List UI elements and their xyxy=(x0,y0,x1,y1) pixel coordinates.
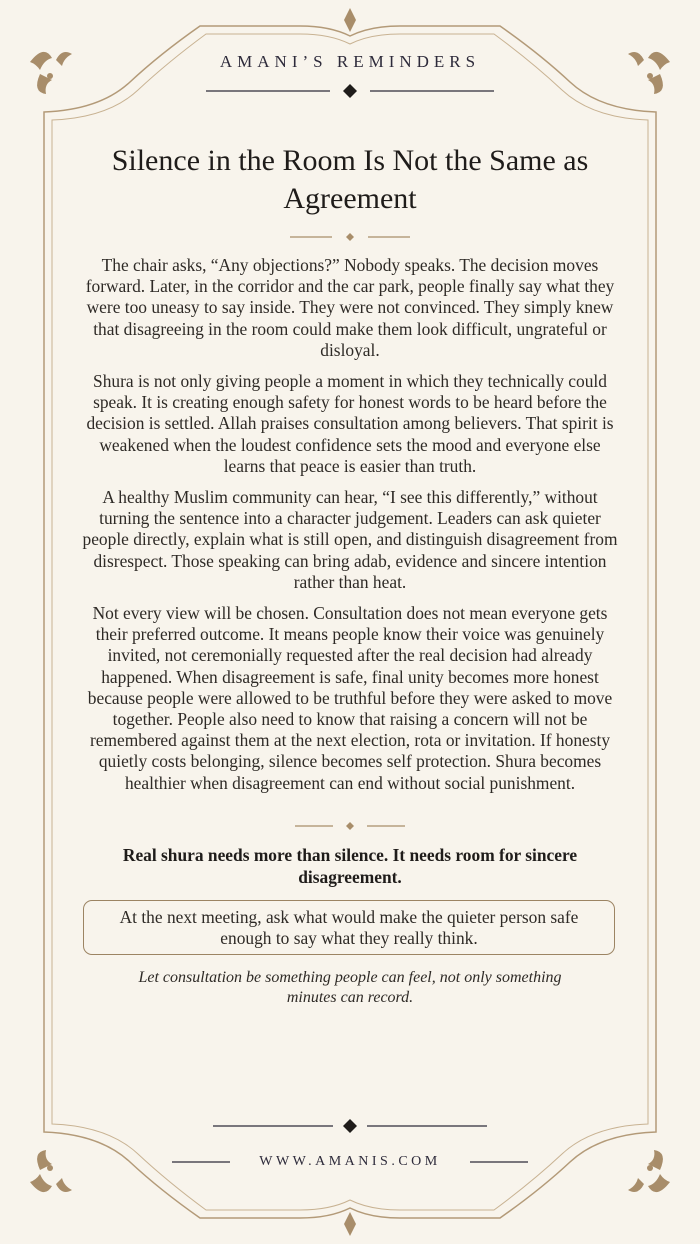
header-divider xyxy=(206,84,494,98)
header-diamond-icon xyxy=(343,84,357,98)
paragraph-4: Not every view will be chosen. Consultation does not mean everyone gets their preferred outcome. It means people know their voice was genuinely invited, not ceremonially requested after the real decision had already happened. When disagreement is safe, final unity becomes more honest because people were allowed to be truthful before they were asked to move together. People also need to know that raising a concern will not be remembered against them at the next election, rota or invitation. If honesty quietly costs belonging, silence becomes self protection. Shura becomes healthier when disagreement can end without social punishment. xyxy=(87,603,613,793)
paragraph-3: A healthy Muslim community can hear, “I see this differently,” without turning the sentence into a character judgement. Leaders can ask quieter people directly, explain what is still open, and distinguish disagreement from disrespect. Those speaking can bring adab, evidence and sincere intention rather than heat. xyxy=(82,487,618,592)
title-divider xyxy=(290,233,410,241)
key-takeaway: Real shura needs more than silence. It needs room for sincere disagreement. xyxy=(122,845,578,887)
action-callout-text: At the next meeting, ask what would make the quieter person safe enough to say what they really think. xyxy=(119,906,579,948)
top-ornament-icon xyxy=(344,8,356,32)
title-diamond-icon xyxy=(346,233,354,241)
body-diamond-icon xyxy=(346,822,354,830)
page-title: Silence in the Room Is Not the Same as Agreement xyxy=(111,144,589,215)
article-body xyxy=(78,255,622,804)
brand-header: AMANI’S REMINDERS xyxy=(219,52,481,71)
closing-line: Let consultation be something people can feel, not only something minutes can record. xyxy=(138,969,562,1006)
action-callout xyxy=(83,900,615,955)
website-link[interactable]: WWW.AMANIS.COM xyxy=(259,1154,441,1169)
paragraph-2: Shura is not only giving people a moment in which they technically could speak. It is creating enough safety for honest words to be heard before the decision is settled. Allah praises consultation among believers. That spirit is weakened when the loudest confidence sets the mood and everyone else learns that peace is easier than truth. xyxy=(86,371,614,476)
bottom-ornament-icon xyxy=(344,1212,356,1236)
footer-diamond-icon xyxy=(343,1119,357,1133)
paragraph-1: The chair asks, “Any objections?” Nobody speaks. The decision moves forward. Later, in the corridor and the car park, people finally say what they were too uneasy to say inside. They were not convinced. They simply knew that disagreeing in the room could make them look difficult, ungrateful or disloyal. xyxy=(85,255,615,360)
body-divider xyxy=(295,822,405,830)
